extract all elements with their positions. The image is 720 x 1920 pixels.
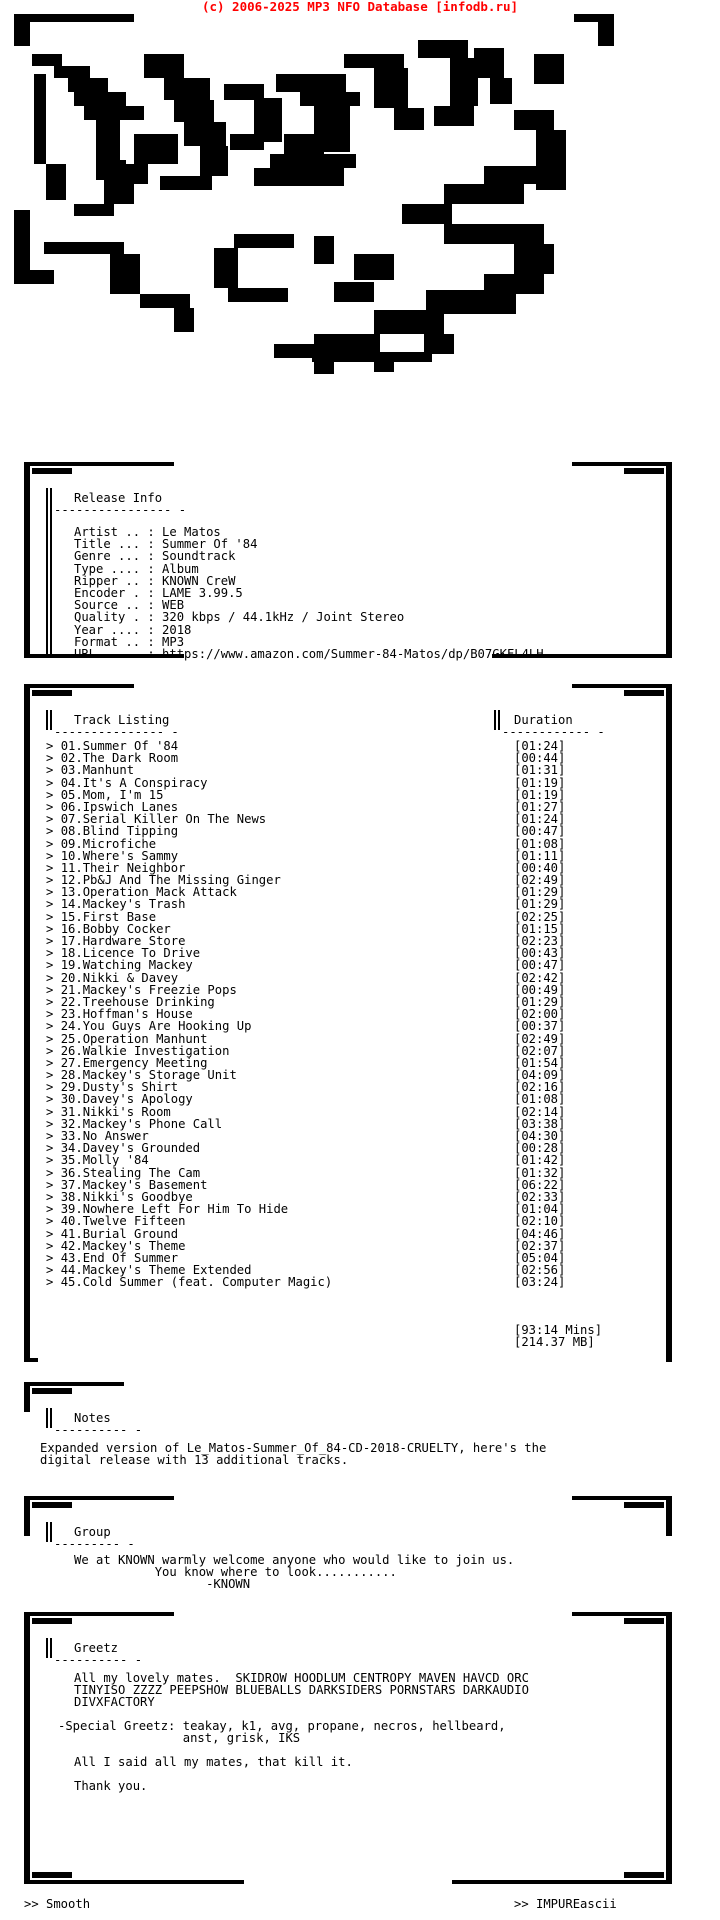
logo-signature: sM xyxy=(472,63,487,77)
greetz-box xyxy=(24,1612,672,1884)
track-list xyxy=(46,739,566,1290)
track-name: 44.Mackey's Theme Extended xyxy=(60,1263,252,1278)
track-arrow-icon: > xyxy=(46,775,61,790)
notes-underline: ---------- - xyxy=(54,1423,143,1437)
track-duration: [01:19] xyxy=(514,787,566,802)
release-info-row: Ripper .. : KNOWN CreW xyxy=(74,573,236,588)
release-info-row: Quality . : 320 kbps / 44.1kHz / Joint Stereo xyxy=(74,610,405,625)
track-duration: [00:44] xyxy=(514,751,566,766)
track-duration: [01:29] xyxy=(514,994,566,1009)
track-arrow-icon: > xyxy=(46,1250,61,1265)
track-name: 02.The Dark Room xyxy=(60,751,179,766)
track-duration: [01:24] xyxy=(514,739,566,753)
track-name: 20.Nikki & Davey xyxy=(60,970,179,985)
track-duration: [06:22] xyxy=(514,1177,566,1192)
track-name: 03.Manhunt xyxy=(60,763,135,778)
tracklist-box xyxy=(24,684,672,1362)
tracklist-title: Track Listing xyxy=(74,713,170,727)
track-duration: [02:49] xyxy=(514,1031,566,1046)
track-duration: [00:37] xyxy=(514,1019,566,1034)
track-name: 21.Mackey's Freezie Pops xyxy=(60,982,237,997)
track-duration: [02:16] xyxy=(514,1080,566,1095)
track-duration: [01:29] xyxy=(514,885,566,900)
group-title: Group xyxy=(74,1525,111,1539)
track-duration: [02:56] xyxy=(514,1263,566,1278)
track-name: 23.Hoffman's House xyxy=(60,1007,193,1022)
track-name: 12.Pb&J And The Missing Ginger xyxy=(60,873,281,888)
release-info-row: Encoder . : LAME 3.99.5 xyxy=(74,586,243,601)
duration-underline: ------------ - xyxy=(502,725,605,739)
track-duration: [02:25] xyxy=(514,909,566,924)
notes-line-1: Expanded version of Le_Matos-Summer_Of_84-CD-2018-CRUELTY, here's the xyxy=(40,1441,547,1455)
track-duration: [00:28] xyxy=(514,1141,566,1156)
track-name: 45.Cold Summer (feat. Computer Magic) xyxy=(60,1275,333,1290)
track-arrow-icon: > xyxy=(46,763,61,778)
track-name: 04.It's A Conspiracy xyxy=(60,775,208,790)
track-duration: [01:11] xyxy=(514,848,566,863)
release-info-rows xyxy=(74,526,544,660)
track-duration: [04:46] xyxy=(514,1226,566,1241)
track-arrow-icon: > xyxy=(46,873,61,888)
track-name: 40.Twelve Fifteen xyxy=(60,1214,186,1229)
track-arrow-icon: > xyxy=(46,994,61,1009)
track-duration: [02:49] xyxy=(514,873,566,888)
greetz-mates: All I said all my mates, that kill it. xyxy=(74,1755,353,1769)
track-name: 08.Blind Tipping xyxy=(60,824,179,839)
track-arrow-icon: > xyxy=(46,1019,61,1034)
footer-left: >> Smooth xyxy=(24,1897,91,1911)
track-duration: [00:47] xyxy=(514,958,566,973)
track-arrow-icon: > xyxy=(46,897,61,912)
track-duration: [00:43] xyxy=(514,946,566,961)
track-arrow-icon: > xyxy=(46,836,61,851)
track-arrow-icon: > xyxy=(46,1129,61,1143)
track-name: 36.Stealing The Cam xyxy=(60,1165,201,1180)
notes-box xyxy=(24,1382,672,1472)
track-arrow-icon: > xyxy=(46,946,61,961)
track-duration: [01:42] xyxy=(514,1153,566,1168)
track-duration: [00:40] xyxy=(514,860,566,875)
track-duration: [01:31] xyxy=(514,763,566,778)
track-arrow-icon: > xyxy=(46,934,61,948)
track-name: 15.First Base xyxy=(60,909,157,924)
track-name: 31.Nikki's Room xyxy=(60,1104,171,1119)
track-duration: [04:30] xyxy=(514,1129,566,1143)
group-line-2: You know where to look........... xyxy=(74,1565,397,1579)
group-underline: --------- - xyxy=(54,1537,135,1551)
track-name: 29.Dusty's Shirt xyxy=(60,1080,179,1095)
track-arrow-icon: > xyxy=(46,1092,61,1107)
track-arrow-icon: > xyxy=(46,1068,61,1083)
track-name: 14.Mackey's Trash xyxy=(60,897,186,912)
total-time: [93:14 Mins] xyxy=(514,1323,603,1337)
track-duration: [02:07] xyxy=(514,1043,566,1058)
track-duration: [01:54] xyxy=(514,1055,566,1070)
track-name: 10.Where's Sammy xyxy=(60,848,179,863)
track-duration: [00:49] xyxy=(514,982,566,997)
track-name: 05.Mom, I'm 15 xyxy=(60,787,164,802)
track-arrow-icon: > xyxy=(46,751,61,766)
track-name: 39.Nowhere Left For Him To Hide xyxy=(60,1202,289,1217)
notes-line-2: digital release with 13 additional tracks. xyxy=(40,1453,349,1467)
track-name: 37.Mackey's Basement xyxy=(60,1177,208,1192)
track-name: 34.Davey's Grounded xyxy=(60,1141,201,1156)
track-arrow-icon: > xyxy=(46,1055,61,1070)
track-arrow-icon: > xyxy=(46,958,61,973)
group-line-3: -KNOWN xyxy=(74,1577,251,1591)
track-arrow-icon: > xyxy=(46,1153,61,1168)
track-name: 38.Nikki's Goodbye xyxy=(60,1189,193,1204)
track-duration: [02:14] xyxy=(514,1104,566,1119)
greetz-special-2: anst, grisk, IKS xyxy=(58,1731,301,1745)
track-duration: [00:47] xyxy=(514,824,566,839)
release-info-row: Type .... : Album xyxy=(74,561,199,576)
track-duration: [02:33] xyxy=(514,1189,566,1204)
track-arrow-icon: > xyxy=(46,799,61,814)
notes-title: Notes xyxy=(74,1411,111,1425)
track-name: 41.Burial Ground xyxy=(60,1226,179,1241)
track-arrow-icon: > xyxy=(46,909,61,924)
track-name: 18.Licence To Drive xyxy=(60,946,201,961)
track-arrow-icon: > xyxy=(46,739,61,753)
release-info-row: Title ... : Summer Of '84 xyxy=(74,537,258,552)
track-duration: [02:42] xyxy=(514,970,566,985)
track-arrow-icon: > xyxy=(46,1165,61,1180)
track-name: 30.Davey's Apology xyxy=(60,1092,193,1107)
track-row xyxy=(46,1275,566,1290)
track-name: 27.Emergency Meeting xyxy=(60,1055,208,1070)
track-arrow-icon: > xyxy=(46,1189,61,1204)
track-name: 19.Watching Mackey xyxy=(60,958,193,973)
track-arrow-icon: > xyxy=(46,1214,61,1229)
track-name: 17.Hardware Store xyxy=(60,934,186,948)
track-name: 32.Mackey's Phone Call xyxy=(60,1116,223,1131)
track-arrow-icon: > xyxy=(46,885,61,900)
track-duration: [01:32] xyxy=(514,1165,566,1180)
greetz-thanks: Thank you. xyxy=(74,1779,148,1793)
track-name: 33.No Answer xyxy=(60,1129,149,1143)
track-duration: [01:19] xyxy=(514,775,566,790)
track-arrow-icon: > xyxy=(46,1177,61,1192)
known-logo xyxy=(14,14,634,454)
track-arrow-icon: > xyxy=(46,824,61,839)
track-duration: [01:24] xyxy=(514,812,566,827)
release-info-box xyxy=(24,462,672,662)
track-name: 28.Mackey's Storage Unit xyxy=(60,1068,237,1083)
track-name: 09.Microfiche xyxy=(60,836,157,851)
track-duration: [01:08] xyxy=(514,836,566,851)
track-name: 24.You Guys Are Hooking Up xyxy=(60,1019,252,1034)
greetz-line-1: All my lovely mates. SKIDROW HOODLUM CENTROPY MAVEN HAVCD ORC xyxy=(74,1671,529,1685)
release-info-title: Release Info xyxy=(74,491,163,505)
track-name: 43.End Of Summer xyxy=(60,1250,179,1265)
track-duration: [02:10] xyxy=(514,1214,566,1229)
track-duration: [01:29] xyxy=(514,897,566,912)
group-box xyxy=(24,1496,672,1591)
release-info-row: Format .. : MP3 xyxy=(74,634,185,649)
greetz-special-1: -Special Greetz: teakay, k1, avg, propane, necros, hellbeard, xyxy=(58,1719,506,1733)
greetz-line-2: TINYISO ZZZZ PEEPSHOW BLUEBALLS DARKSIDERS PORNSTARS DARKAUDIO xyxy=(74,1683,529,1697)
release-info-row: URL ..... : https://www.amazon.com/Summer-84-Matos/dp/B07GKFL4LH xyxy=(74,647,544,662)
track-duration: [03:38] xyxy=(514,1116,566,1131)
track-arrow-icon: > xyxy=(46,787,61,802)
track-duration: [01:08] xyxy=(514,1092,566,1107)
release-info-row: Genre ... : Soundtrack xyxy=(74,549,236,564)
track-arrow-icon: > xyxy=(46,848,61,863)
track-name: 42.Mackey's Theme xyxy=(60,1238,186,1253)
track-arrow-icon: > xyxy=(46,860,61,875)
track-duration: [03:24] xyxy=(514,1275,566,1290)
greetz-line-3: DIVXFACTORY xyxy=(74,1695,155,1709)
track-arrow-icon: > xyxy=(46,921,61,936)
track-duration: [02:00] xyxy=(514,1007,566,1022)
track-arrow-icon: > xyxy=(46,1141,61,1156)
track-name: 11.Their Neighbor xyxy=(60,860,186,875)
track-arrow-icon: > xyxy=(46,1275,61,1290)
track-arrow-icon: > xyxy=(46,982,61,997)
track-arrow-icon: > xyxy=(46,1031,61,1046)
track-name: 26.Walkie Investigation xyxy=(60,1043,230,1058)
track-name: 01.Summer Of '84 xyxy=(60,739,179,753)
track-duration: [01:15] xyxy=(514,921,566,936)
release-info-row: Source .. : WEB xyxy=(74,598,185,613)
track-arrow-icon: > xyxy=(46,1043,61,1058)
track-name: 25.Operation Manhunt xyxy=(60,1031,208,1046)
track-duration: [01:27] xyxy=(514,799,566,814)
track-arrow-icon: > xyxy=(46,1238,61,1253)
group-line-1: We at KNOWN warmly welcome anyone who would like to join us. xyxy=(74,1553,515,1567)
track-arrow-icon: > xyxy=(46,1007,61,1022)
track-name: 06.Ipswich Lanes xyxy=(60,799,179,814)
track-name: 35.Molly '84 xyxy=(60,1153,149,1168)
footer-right: >> IMPUREascii xyxy=(514,1897,617,1911)
release-info-row: Artist .. : Le Matos xyxy=(74,525,221,539)
track-duration: [04:09] xyxy=(514,1068,566,1083)
track-arrow-icon: > xyxy=(46,1226,61,1241)
track-name: 22.Treehouse Drinking xyxy=(60,994,215,1009)
tracklist-underline: --------------- - xyxy=(54,725,179,739)
track-name: 07.Serial Killer On The News xyxy=(60,812,267,827)
greetz-title: Greetz xyxy=(74,1641,119,1655)
greetz-underline: ---------- - xyxy=(54,1653,143,1667)
release-info-row: Year .... : 2018 xyxy=(74,622,192,637)
track-duration: [02:37] xyxy=(514,1238,566,1253)
track-duration: [05:04] xyxy=(514,1250,566,1265)
track-name: 13.Operation Mack Attack xyxy=(60,885,237,900)
track-arrow-icon: > xyxy=(46,1080,61,1095)
track-arrow-icon: > xyxy=(46,970,61,985)
track-name: 16.Bobby Cocker xyxy=(60,921,171,936)
track-duration: [01:04] xyxy=(514,1202,566,1217)
duration-header: Duration xyxy=(514,713,573,727)
track-arrow-icon: > xyxy=(46,1116,61,1131)
total-size: [214.37 MB] xyxy=(514,1335,595,1349)
release-info-underline: ---------------- - xyxy=(54,503,187,517)
nfo-database-banner: (c) 2006-2025 MP3 NFO Database [infodb.ru] xyxy=(201,0,519,14)
track-arrow-icon: > xyxy=(46,1104,61,1119)
track-arrow-icon: > xyxy=(46,812,61,827)
track-arrow-icon: > xyxy=(46,1202,61,1217)
track-arrow-icon: > xyxy=(46,1263,61,1278)
track-duration: [02:23] xyxy=(514,934,566,948)
